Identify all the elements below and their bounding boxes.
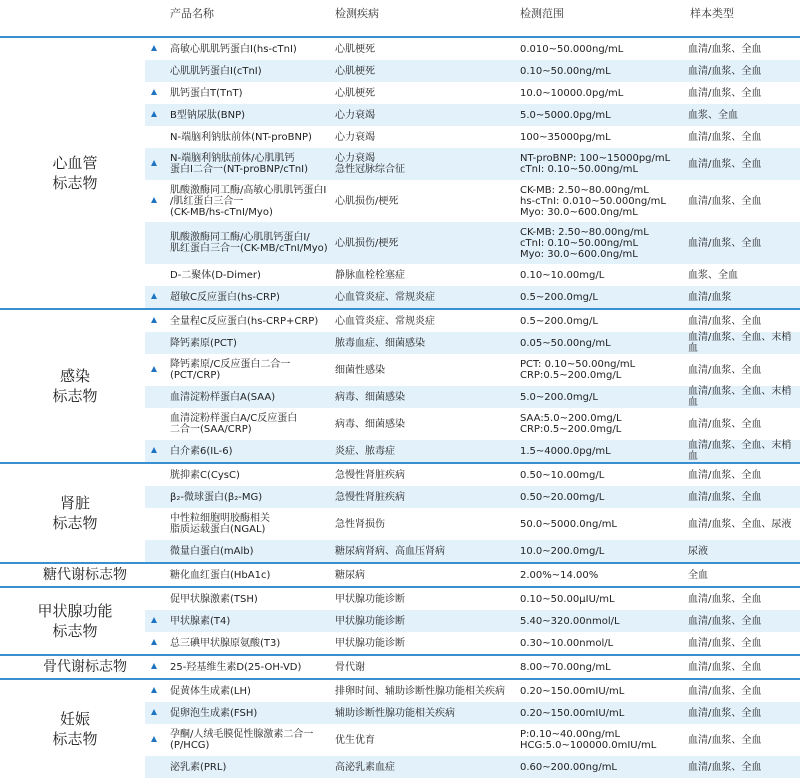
table-row (145, 724, 800, 756)
header-name: 产品名称 (170, 7, 214, 20)
detected-disease: 脓毒血症、细菌感染 (335, 337, 425, 349)
table-row (145, 60, 800, 82)
table-row (145, 264, 800, 286)
category-label: 妊娠 标志物 (52, 710, 98, 748)
detection-range: 0.30~10.00nmol/L (520, 637, 614, 649)
table-row (145, 486, 800, 508)
detection-range: 5.0~5000.0pg/mL (520, 109, 611, 121)
table-row (145, 656, 800, 678)
detected-disease: 细菌性感染 (335, 364, 385, 376)
triangle-marker-icon (151, 45, 157, 51)
triangle-marker-icon (151, 111, 157, 117)
detected-disease: 病毒、细菌感染 (335, 418, 405, 430)
sample-type: 血清/血浆、全血 (688, 418, 762, 430)
detection-range: 100~35000pg/mL (520, 131, 611, 143)
detection-range: CK-MB: 2.50~80.00ng/mL hs-cTnI: 0.010~50.000ng/mL Myo: 30.0~600.0ng/mL (520, 184, 666, 218)
detected-disease: 静脉血栓栓塞症 (335, 269, 405, 281)
table-row (145, 310, 800, 332)
table-row (145, 332, 800, 354)
detection-range: PCT: 0.10~50.00ng/mL CRP:0.5~200.0mg/L (520, 359, 636, 381)
detected-disease: 骨代谢 (335, 661, 365, 673)
sample-type: 血清/血浆、全血 (688, 43, 762, 55)
table-row (145, 180, 800, 222)
triangle-marker-icon (151, 89, 157, 95)
product-name: 超敏C反应蛋白(hs-CRP) (170, 291, 280, 303)
table-row (145, 540, 800, 562)
triangle-marker-icon (151, 293, 157, 299)
product-name: 孕酮/人绒毛膜促性腺激素二合一 (P/HCG) (170, 729, 314, 751)
product-name: 中性粒细胞明胶酶相关 脂质运载蛋白(NGAL) (170, 513, 270, 535)
sample-type: 尿液 (688, 545, 708, 557)
product-name: 高敏心肌肌钙蛋白I(hs-cTnI) (170, 43, 297, 55)
product-name: 降钙素原(PCT) (170, 337, 237, 349)
detected-disease: 心肌损伤/梗死 (335, 195, 399, 207)
product-name: 总三碘甲状腺原氨酸(T3) (170, 637, 281, 649)
detection-range: 50.0~5000.0ng/mL (520, 518, 618, 530)
sample-type: 血清/血浆、全血 (688, 65, 762, 77)
table-row (145, 82, 800, 104)
detected-disease: 心血管炎症、常规炎症 (335, 315, 435, 327)
table-row (145, 148, 800, 180)
sample-type: 血清/血浆、全血 (688, 685, 762, 697)
detection-range: SAA:5.0~200.0mg/L CRP:0.5~200.0mg/L (520, 413, 622, 435)
detected-disease: 排卵时间、辅助诊断性腺功能相关疾病 (335, 685, 505, 697)
detection-range: 0.50~20.00mg/L (520, 491, 605, 503)
product-name: 胱抑素C(CysC) (170, 469, 240, 481)
product-name: 微量白蛋白(mAlb) (170, 545, 254, 557)
detected-disease: 甲状腺功能诊断 (335, 615, 405, 627)
triangle-marker-icon (151, 317, 157, 323)
product-name: 糖化血红蛋白(HbA1c) (170, 569, 271, 581)
detection-range: 0.10~50.00μIU/mL (520, 593, 615, 605)
detected-disease: 心血管炎症、常规炎症 (335, 291, 435, 303)
table-row (145, 632, 800, 654)
product-name: 血清淀粉样蛋白A(SAA) (170, 391, 276, 403)
detected-disease: 急慢性肾脏疾病 (335, 469, 405, 481)
category-label: 感染 标志物 (52, 367, 98, 405)
detected-disease: 糖尿病肾病、高血压肾病 (335, 545, 445, 557)
sample-type: 血清/血浆、全血 (688, 315, 762, 327)
detected-disease: 甲状腺功能诊断 (335, 637, 405, 649)
table-row (145, 440, 800, 462)
detection-range: NT-proBNP: 100~15000pg/mL cTnI: 0.10~50.00ng/mL (520, 153, 671, 175)
sample-type: 血清/血浆、全血 (688, 615, 762, 627)
product-name: 肌酸激酶同工酶/高敏心肌肌钙蛋白I /肌红蛋白三合一 (CK-MB/hs-cTnI/Myo) (170, 184, 327, 218)
product-name: D-二聚体(D-Dimer) (170, 269, 261, 281)
detection-range: 0.20~150.00mIU/mL (520, 685, 625, 697)
table-row (145, 588, 800, 610)
product-name: 促卵泡生成素(FSH) (170, 707, 258, 719)
sample-type: 血清/血浆、全血 (688, 195, 762, 207)
table-row (145, 222, 800, 264)
product-name: N-端脑利钠肽前体(NT-proBNP) (170, 131, 312, 143)
detection-range: 10.0~200.0mg/L (520, 545, 605, 557)
product-name: 降钙素原/C反应蛋白二合一 (PCT/CRP) (170, 359, 291, 381)
detection-range: CK-MB: 2.50~80.00ng/mL cTnI: 0.10~50.00ng/mL Myo: 30.0~600.0ng/mL (520, 226, 649, 260)
triangle-marker-icon (151, 617, 157, 623)
detected-disease: 心力衰竭 急性冠脉综合征 (335, 153, 405, 175)
table-row (145, 354, 800, 386)
detection-range: 0.10~10.00mg/L (520, 269, 605, 281)
category-label: 甲状腺功能 标志物 (37, 602, 113, 640)
sample-type: 血清/血浆、全血 (688, 707, 762, 719)
detected-disease: 优生优育 (335, 734, 375, 746)
detected-disease: 糖尿病 (335, 569, 365, 581)
detection-range: 0.010~50.000ng/mL (520, 43, 624, 55)
detection-range: 8.00~70.00ng/mL (520, 661, 611, 673)
table-row (145, 702, 800, 724)
table-row (145, 286, 800, 308)
detection-range: 2.00%~14.00% (520, 569, 599, 581)
product-name: 促黄体生成素(LH) (170, 685, 251, 697)
table-row (145, 564, 800, 586)
detection-range: 10.0~10000.0pg/mL (520, 87, 624, 99)
detection-range: 5.0~200.0mg/L (520, 391, 598, 403)
sample-type: 血清/血浆、全血 (688, 491, 762, 503)
detected-disease: 心肌梗死 (335, 87, 375, 99)
product-name: 肌酸激酶同工酶/心肌肌钙蛋白I/ 肌红蛋白三合一(CK-MB/cTnI/Myo) (170, 232, 328, 254)
table-row (145, 756, 800, 778)
category-label: 糖代谢标志物 (43, 567, 127, 583)
product-name: 泌乳素(PRL) (170, 761, 227, 773)
category-label: 肾脏 标志物 (52, 494, 98, 532)
header-sample: 样本类型 (690, 7, 734, 20)
triangle-marker-icon (151, 639, 157, 645)
detection-range: 0.5~200.0mg/L (520, 291, 598, 303)
detection-range: 5.40~320.00nmol/L (520, 615, 620, 627)
header-disease: 检测疾病 (335, 7, 379, 20)
sample-type: 血清/血浆、全血 (688, 364, 762, 376)
sample-type: 血清/血浆、全血 (688, 761, 762, 773)
sample-type: 血清/血浆、全血 (688, 734, 762, 746)
sample-type: 血清/血浆、全血 (688, 87, 762, 99)
triangle-marker-icon (151, 687, 157, 693)
sample-type: 血浆、全血 (688, 109, 738, 121)
product-name: 肌钙蛋白T(TnT) (170, 87, 243, 99)
product-name: β₂-微球蛋白(β₂-MG) (170, 491, 263, 503)
detected-disease: 炎症、脓毒症 (335, 445, 395, 457)
triangle-marker-icon (151, 709, 157, 715)
triangle-marker-icon (151, 366, 157, 372)
detected-disease: 高泌乳素血症 (335, 761, 395, 773)
product-name: 甲状腺素(T4) (170, 615, 231, 627)
triangle-marker-icon (151, 736, 157, 742)
detected-disease: 甲状腺功能诊断 (335, 593, 405, 605)
category-label: 骨代谢标志物 (43, 659, 127, 675)
detected-disease: 病毒、细菌感染 (335, 391, 405, 403)
product-name: 全量程C反应蛋白(hs-CRP+CRP) (170, 315, 319, 327)
table-row (145, 508, 800, 540)
table-row (145, 38, 800, 60)
sample-type: 血清/血浆、全血 (688, 661, 762, 673)
detected-disease: 心力衰竭 (335, 109, 375, 121)
detection-range: 0.05~50.00ng/mL (520, 337, 611, 349)
product-name: 血清淀粉样蛋白A/C反应蛋白 二合一(SAA/CRP) (170, 413, 298, 435)
sample-type: 血清/血浆、全血 (688, 637, 762, 649)
sample-type: 血清/血浆、全血 (688, 158, 762, 170)
product-name: B型钠尿肽(BNP) (170, 109, 246, 121)
triangle-marker-icon (151, 160, 157, 166)
product-name: N-端脑利钠肽前体/心肌肌钙 蛋白I二合一(NT-proBNP/cTnI) (170, 153, 309, 175)
triangle-marker-icon (151, 447, 157, 453)
sample-type: 血清/血浆、全血、尿液 (688, 518, 792, 530)
table-row (145, 464, 800, 486)
detection-range: 1.5~4000.0pg/mL (520, 445, 611, 457)
sample-type: 全血 (688, 569, 708, 581)
product-name: 促甲状腺激素(TSH) (170, 593, 258, 605)
product-name: 25-羟基维生素D(25-OH-VD) (170, 661, 302, 673)
table-row (145, 610, 800, 632)
header-range: 检测范围 (520, 7, 564, 20)
triangle-marker-icon (151, 197, 157, 203)
detected-disease: 心肌梗死 (335, 43, 375, 55)
detected-disease: 辅助诊断性腺功能相关疾病 (335, 707, 455, 719)
table-header (0, 0, 800, 22)
category-label: 心血管 标志物 (52, 154, 98, 192)
detection-range: P:0.10~40.00ng/mL HCG:5.0~100000.0mIU/mL (520, 729, 657, 751)
sample-type: 血清/血浆 (688, 291, 732, 303)
detected-disease: 心肌损伤/梗死 (335, 237, 399, 249)
table-row (145, 680, 800, 702)
sample-type: 血清/血浆、全血、末梢血 (688, 440, 792, 462)
sample-type: 血清/血浆、全血 (688, 469, 762, 481)
table-row (145, 126, 800, 148)
table-row (145, 104, 800, 126)
sample-type: 血清/血浆、全血 (688, 131, 762, 143)
detected-disease: 急慢性肾脏疾病 (335, 491, 405, 503)
product-name: 白介素6(IL-6) (170, 445, 233, 457)
detection-range: 0.20~150.00mIU/mL (520, 707, 625, 719)
detected-disease: 心肌梗死 (335, 65, 375, 77)
detection-range: 0.60~200.00ng/mL (520, 761, 618, 773)
detected-disease: 心力衰竭 (335, 131, 375, 143)
sample-type: 血清/血浆、全血 (688, 593, 762, 605)
sample-type: 血浆、全血 (688, 269, 738, 281)
product-name: 心肌肌钙蛋白I(cTnI) (170, 65, 262, 77)
detection-range: 0.50~10.00mg/L (520, 469, 605, 481)
detection-range: 0.10~50.00ng/mL (520, 65, 611, 77)
sample-type: 血清/血浆、全血、末梢血 (688, 386, 792, 408)
sample-type: 血清/血浆、全血、末梢血 (688, 332, 792, 354)
sample-type: 血清/血浆、全血 (688, 237, 762, 249)
table-row (145, 408, 800, 440)
detection-range: 0.5~200.0mg/L (520, 315, 598, 327)
table-row (145, 386, 800, 408)
detected-disease: 急性肾损伤 (335, 518, 385, 530)
